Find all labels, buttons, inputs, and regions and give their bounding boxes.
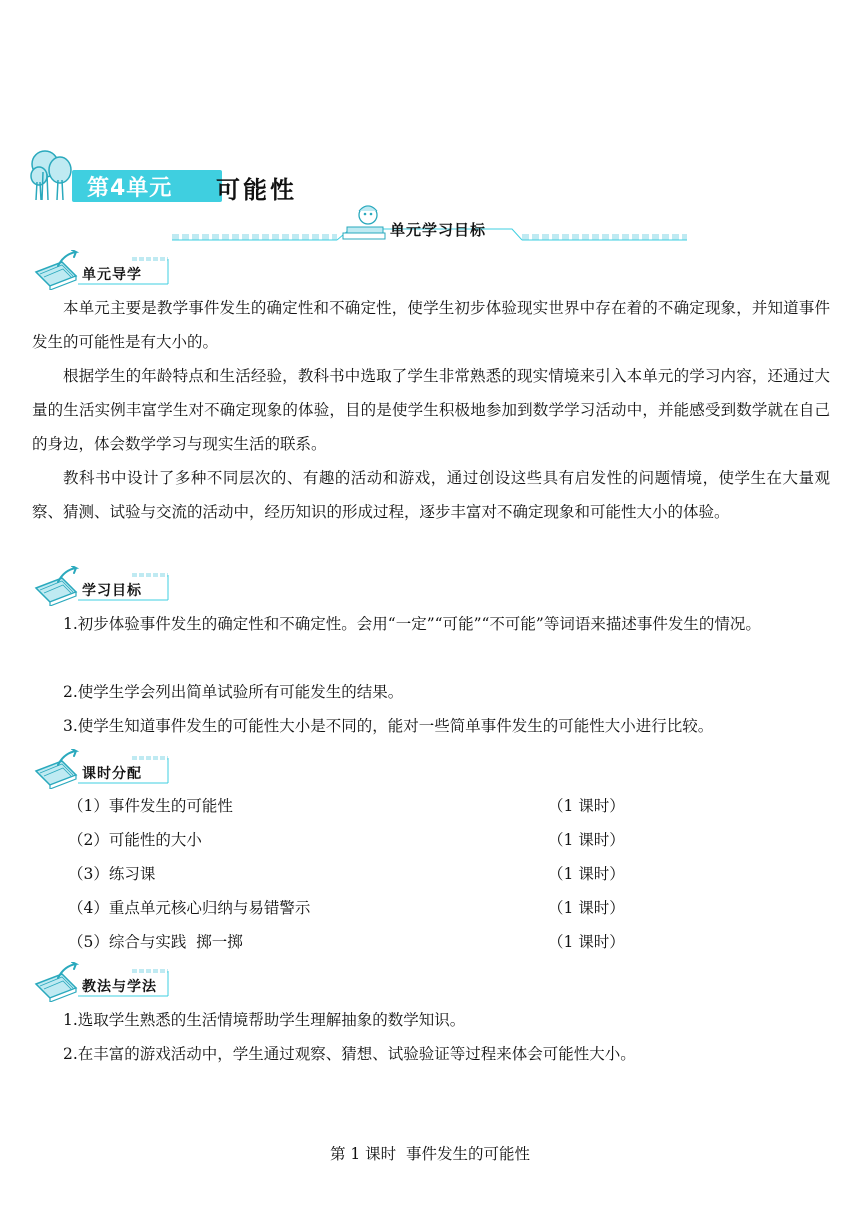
schedule-item: （2）可能性的大小: [68, 831, 202, 849]
section-header-schedule: [32, 749, 172, 789]
schedule-item: （5）综合与实践 掷一掷: [68, 933, 243, 951]
tree-icon: [30, 150, 74, 202]
method-item-1: 1.选取学生熟悉的生活情境帮助学生理解抽象的数学知识。: [63, 1011, 466, 1029]
section-title: 学习目标: [82, 583, 142, 599]
guide-paragraph-1: 本单元主要是教学事件发生的确定性和不确定性，使学生初步体验现实世界中存在着的不确定现象，并知道事件发生的可能性是有大小的。: [32, 299, 830, 351]
schedule-item: （3）练习课: [68, 865, 156, 883]
schedule-hours: （1 课时）: [548, 865, 625, 883]
schedule-item: （1）事件发生的可能性: [68, 797, 233, 815]
section-title: 单元导学: [82, 267, 142, 283]
guide-paragraph-3: 教科书中设计了多种不同层次的、有趣的活动和游戏，通过创设这些具有启发性的问题情境，使学生在大量观察、猜测、试验与交流的活动中，经历知识的形成过程，逐步丰富对不确定现象和可能性大小的体验。: [32, 469, 830, 521]
objectives-title: 单元学习目标: [390, 221, 487, 239]
section-header-goals: [32, 566, 172, 606]
guide-paragraph-2: 根据学生的年龄特点和生活经验，教科书中选取了学生非常熟悉的现实情境来引入本单元的学习内容，还通过大量的生活实例丰富学生对不确定现象的体验，目的是使学生积极地参加到数学学习活动中，并能感受到数学就在自己的身边，体会数学学习与现实生活的联系。: [32, 367, 830, 453]
section-header-methods: [32, 962, 172, 1002]
schedule-hours: （1 课时）: [548, 899, 625, 917]
schedule-hours: （1 课时）: [548, 797, 625, 815]
unit-title: 可能性: [216, 176, 297, 204]
method-item-2: 2.在丰富的游戏活动中，学生通过观察、猜想、试验验证等过程来体会可能性大小。: [63, 1045, 636, 1063]
goal-item-1: 1.初步体验事件发生的确定性和不确定性。会用“一定”“可能”“不可能”等词语来描述事件发生的情况。: [63, 615, 761, 633]
schedule-hours: （1 课时）: [548, 933, 625, 951]
section-title: 课时分配: [82, 766, 142, 782]
section-title: 教法与学法: [82, 979, 157, 995]
section-header-guide: [32, 250, 172, 290]
unit-badge: [72, 170, 222, 202]
lesson-title: 第 1 课时 事件发生的可能性: [329, 1145, 531, 1163]
schedule-hours: （1 课时）: [548, 831, 625, 849]
objectives-banner: [172, 203, 687, 245]
schedule-item: （4）重点单元核心归纳与易错警示: [68, 899, 311, 917]
goal-item-2: 2.使学生学会列出简单试验所有可能发生的结果。: [63, 683, 404, 701]
goal-item-3: 3.使学生知道事件发生的可能性大小是不同的，能对一些简单事件发生的可能性大小进行比较。: [63, 717, 714, 735]
unit-header: [30, 150, 830, 202]
unit-number: 第4单元: [87, 176, 173, 201]
